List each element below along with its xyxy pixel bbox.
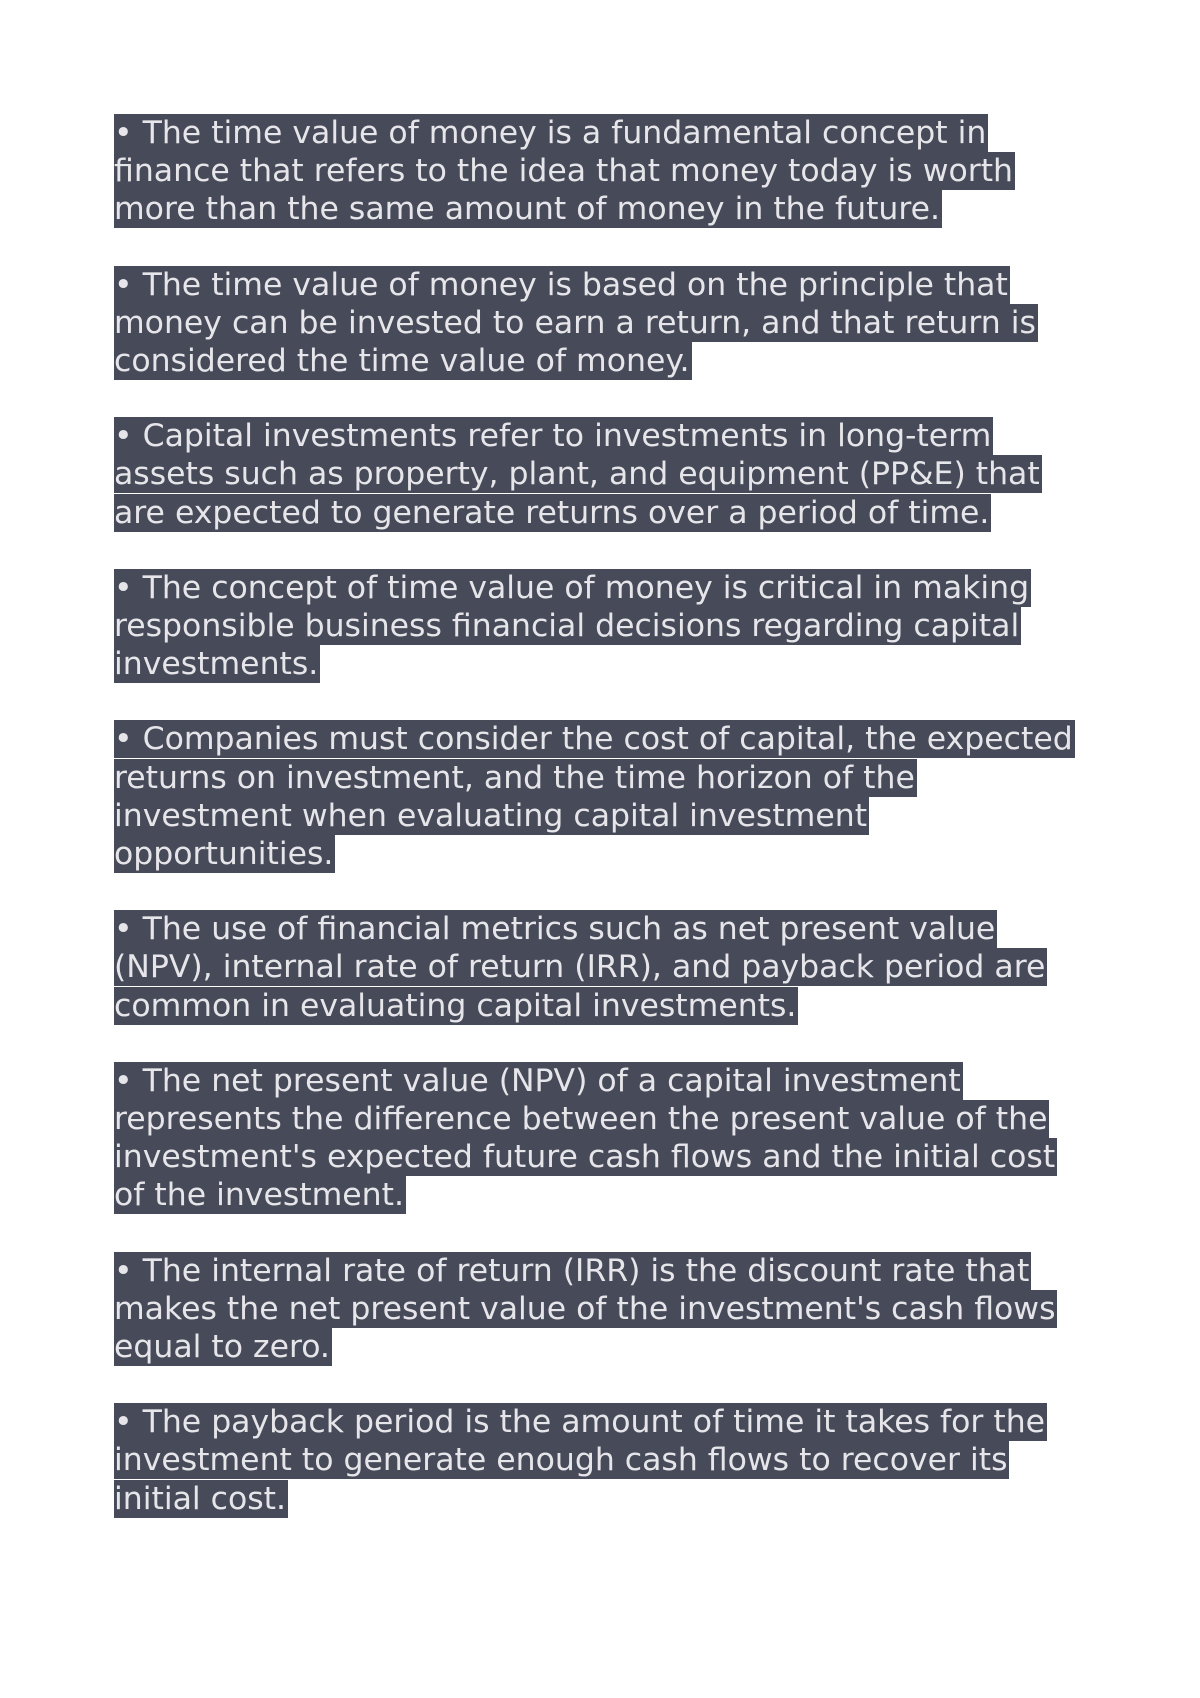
bullet-text: • The internal rate of return (IRR) is the discount rate that makes the net present value of the investment's cash flows equal to zero. bbox=[114, 1252, 1056, 1366]
bullet-text: • The concept of time value of money is critical in making responsible business financial decisions regarding capital investments. bbox=[114, 569, 1030, 683]
bullet-paragraph bbox=[114, 569, 1094, 684]
bullet-paragraph bbox=[114, 114, 1094, 229]
bullet-paragraph bbox=[114, 266, 1094, 381]
bullet-text: • The time value of money is a fundamental concept in finance that refers to the idea that money today is worth more than the same amount of money in the future. bbox=[114, 115, 1014, 228]
bullet-paragraph bbox=[114, 1252, 1094, 1367]
document-page bbox=[114, 114, 1114, 1555]
bullet-paragraph bbox=[114, 910, 1094, 1025]
bullet-text: • The net present value (NPV) of a capital investment represents the difference between the present value of the investment's expected future cash flows and the initial cost of the investment. bbox=[114, 1062, 1056, 1214]
bullet-text: • The use of financial metrics such as net present value (NPV), internal rate of return (IRR), and payback period are common in evaluating capital investments. bbox=[114, 911, 1046, 1024]
bullet-text: • The payback period is the amount of time it takes for the investment to generate enough cash flows to recover its initial cost. bbox=[114, 1404, 1046, 1517]
bullet-paragraph bbox=[114, 1403, 1094, 1518]
bullet-text: • Capital investments refer to investments in long-term assets such as property, plant, and equipment (PP&E) that are expected to generate returns over a period of time. bbox=[114, 418, 1040, 531]
bullet-text: • Companies must consider the cost of capital, the expected returns on investment, and the time horizon of the investment when evaluating capital investment opportunities. bbox=[114, 721, 1073, 873]
bullet-text: • The time value of money is based on the principle that money can be invested to earn a return, and that return is considered the time value of money. bbox=[114, 266, 1036, 380]
bullet-paragraph bbox=[114, 417, 1094, 532]
bullet-paragraph bbox=[114, 1062, 1094, 1215]
bullet-paragraph bbox=[114, 720, 1094, 873]
